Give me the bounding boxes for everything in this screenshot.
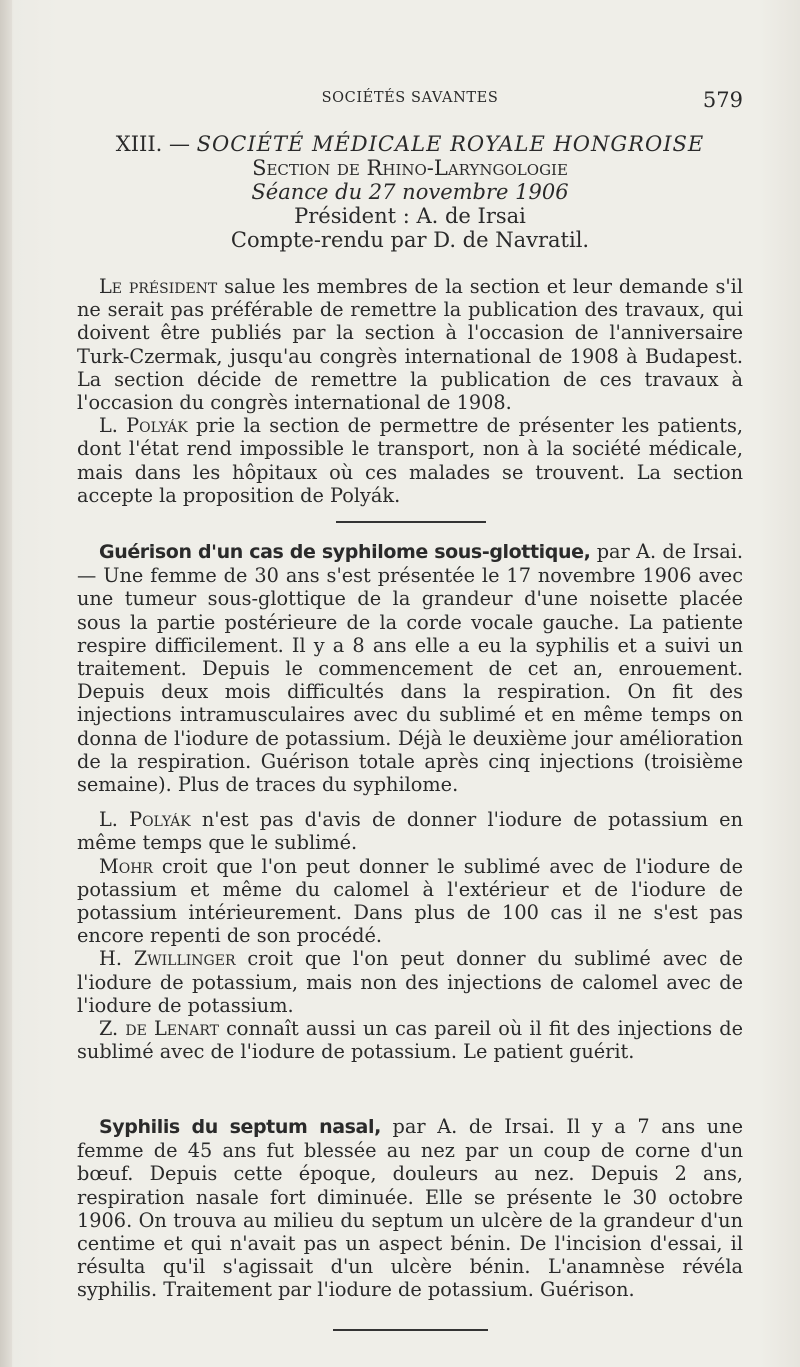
discussion-paragraph: L. Polyák n'est pas d'avis de donner l'iodure de potassium en même temps que le sublimé. xyxy=(77,808,744,855)
intro-paragraph-2: L. Polyák prie la section de permettre de présenter les patients, dont l'état rend impossible le transport, non à la société médicale, mais dans les hôpitaux où ces malades se trouvent. La section accepte la proposition de Polyák. xyxy=(77,414,744,507)
case2-title: Syphilis du septum nasal, xyxy=(99,1116,381,1138)
discussion-paragraph: H. Zwillinger croit que l'on peut donner du sublimé avec de l'iodure de potassium, mais non des injections de calomel avec de l'iodure de potassium. xyxy=(77,947,743,1017)
intro-paragraph-1: Le président salue les membres de la section et leur demande s'il ne serait pas préférable de remettre la publication des travaux, qui doivent être publiés par la section à l'occasion de l'anniversaire Turk-Czermak, jusqu'au congrès international de 1908 à Budapest. La section décide de remettre la publication de ces travaux à l'occasion du congrès international de 1908. xyxy=(77,275,743,415)
case1-block xyxy=(77,540,743,1063)
society-title xyxy=(77,132,743,156)
case1-paragraph: Guérison d'un cas de syphilome sous-glottique, par A. de Irsai. — Une femme de 30 ans s'est présentée le 17 novembre 1906 avec une tumeur sous-glottique de la grandeur d'une noisette placée sous la partie postérieure de la corde vocale gauche. La patiente respire difficilement. Il y a 8 ans elle a eu la syphilis et a suivi un traitement. Depuis le commencement de cet an, enrouement. Depuis deux mois difficultés dans la respiration. On fit des injections intramusculaires avec du sublimé et en même temps on donna de l'iodure de potassium. Déjà le deuxième jour amélioration de la respiration. Guérison totale après cinq injections (troisième semaine). Plus de traces du syphilome. xyxy=(77,540,743,797)
discussion-paragraph: Z. de Lenart connaît aussi un cas pareil où il fit des injections de sublimé avec de l'iodure de potassium. Le patient guérit. xyxy=(77,1017,744,1064)
case1-title: Guérison d'un cas de syphilome sous-glottique, xyxy=(99,541,591,563)
society-name: SOCIÉTÉ MÉDICALE ROYALE HONGROISE xyxy=(196,132,705,156)
seance-date: Séance du 27 novembre 1906 xyxy=(251,180,569,204)
section-heading xyxy=(77,132,743,252)
intro-block xyxy=(77,275,743,507)
section-divider xyxy=(336,521,486,523)
section-number: XIII. — xyxy=(115,132,190,156)
compte-rendu-line: Compte-rendu par D. de Navratil. xyxy=(230,228,590,252)
running-head xyxy=(77,88,743,114)
subsection-title: Section de Rhino-Laryngologie xyxy=(252,156,568,180)
speaker-name: Le président xyxy=(99,275,218,298)
page-spine-shadow xyxy=(0,0,12,1367)
case1-byline: par A. de Irsai. — xyxy=(77,540,743,588)
case2-block xyxy=(77,1115,743,1302)
speaker-name: L. Polyák xyxy=(99,414,188,438)
discussion-paragraph: Mohr croit que l'on peut donner le sublimé avec de l'iodure de potassium et même du calomel à l'extérieur et de l'iodure de potassium intérieurement. Dans plus de 100 cas il ne s'est pas encore repenti de son procédé. xyxy=(77,854,743,948)
case2-byline: par A. de Irsai. xyxy=(380,1115,555,1138)
case2-paragraph: Syphilis du septum nasal, par A. de Irsai. Il y a 7 ans une femme de 45 ans fut blessée au nez par un coup de corne d'un bœuf. Depuis cette époque, douleurs au nez. Depuis 2 ans, respiration nasale fort diminuée. Elle se présente le 30 octobre 1906. On trouva au milieu du septum un ulcère de la grandeur d'un centime et qui n'avait pas un aspect bénin. De l'incision d'essai, il résulta qu'il s'agissait d'un ulcère bénin. L'anamnèse révéla syphilis. Traitement par l'iodure de potassium. Guérison. xyxy=(77,1115,743,1302)
end-divider xyxy=(333,1329,488,1331)
page-number: 579 xyxy=(702,88,743,112)
president-line: Président : A. de Irsai xyxy=(294,204,526,228)
running-head-title: SOCIÉTÉS SAVANTES xyxy=(321,90,499,106)
